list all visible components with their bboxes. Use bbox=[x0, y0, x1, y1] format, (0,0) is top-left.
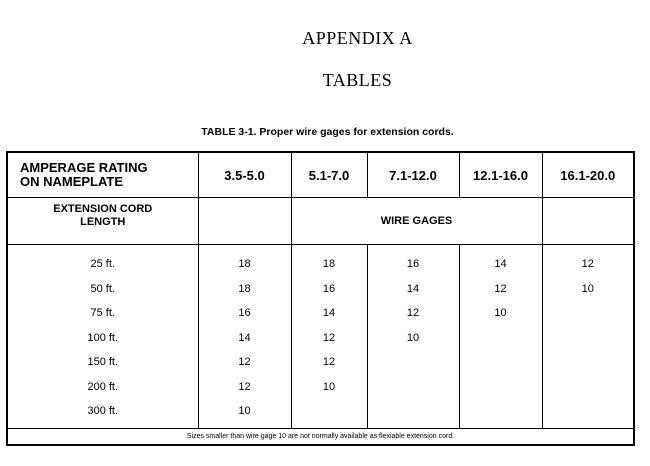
wire-gage-cell: 10 bbox=[542, 277, 634, 302]
amperage-header-row bbox=[7, 152, 634, 198]
table-row bbox=[7, 301, 634, 326]
table-row bbox=[7, 326, 634, 351]
wire-gage-cell bbox=[291, 399, 367, 428]
amperage-range-2: 5.1-7.0 bbox=[291, 152, 367, 198]
wire-gage-cell: 14 bbox=[459, 245, 542, 277]
wire-gage-cell bbox=[367, 350, 459, 375]
amperage-rating-label bbox=[7, 152, 198, 198]
wire-gage-cell: 18 bbox=[198, 277, 291, 302]
amperage-label-line1: AMPERAGE RATING bbox=[20, 160, 148, 175]
cord-length-cell: 300 ft. bbox=[7, 399, 198, 428]
wire-gage-cell: 12 bbox=[367, 301, 459, 326]
amperage-range-5: 16.1-20.0 bbox=[542, 152, 634, 198]
footnote-row bbox=[7, 428, 634, 445]
footnote: Sizes smaller than wire gage 10 are not normally available as flexiable extension cord. bbox=[7, 428, 634, 445]
wire-gage-cell: 10 bbox=[198, 399, 291, 428]
wire-gage-cell: 18 bbox=[291, 245, 367, 277]
wire-gage-cell: 12 bbox=[459, 277, 542, 302]
empty-header-cell bbox=[542, 198, 634, 245]
table-row bbox=[7, 245, 634, 277]
table-row bbox=[7, 399, 634, 428]
cord-length-cell: 100 ft. bbox=[7, 326, 198, 351]
length-label-line2: LENGTH bbox=[80, 216, 126, 228]
cord-length-cell: 25 ft. bbox=[7, 245, 198, 277]
table-row bbox=[7, 350, 634, 375]
wire-gage-cell: 12 bbox=[198, 375, 291, 400]
wire-gage-cell bbox=[459, 375, 542, 400]
wire-gage-cell: 14 bbox=[198, 326, 291, 351]
table-row bbox=[7, 375, 634, 400]
cord-length-cell: 75 ft. bbox=[7, 301, 198, 326]
extension-cord-length-label bbox=[7, 198, 198, 245]
wire-gage-cell: 10 bbox=[291, 375, 367, 400]
wire-gage-table bbox=[6, 151, 635, 446]
table-caption: TABLE 3-1. Proper wire gages for extension cords. bbox=[201, 126, 454, 138]
wire-gage-cell bbox=[459, 399, 542, 428]
wire-gage-cell bbox=[542, 326, 634, 351]
wire-gage-cell: 12 bbox=[198, 350, 291, 375]
wire-gage-cell: 12 bbox=[291, 326, 367, 351]
wire-gage-cell: 16 bbox=[198, 301, 291, 326]
wire-gage-cell bbox=[367, 399, 459, 428]
wire-gage-cell bbox=[542, 301, 634, 326]
wire-gage-cell: 10 bbox=[459, 301, 542, 326]
wire-gage-cell: 14 bbox=[291, 301, 367, 326]
wire-gage-cell: 16 bbox=[367, 245, 459, 277]
wire-gage-cell bbox=[542, 375, 634, 400]
length-header-row bbox=[7, 198, 634, 245]
wire-gage-cell: 18 bbox=[198, 245, 291, 277]
cord-length-cell: 150 ft. bbox=[7, 350, 198, 375]
amperage-label-line2: ON NAMEPLATE bbox=[20, 174, 124, 189]
wire-gage-cell bbox=[542, 399, 634, 428]
wire-gage-cell bbox=[459, 326, 542, 351]
wire-gage-cell bbox=[542, 350, 634, 375]
wire-gage-cell bbox=[367, 375, 459, 400]
empty-header-cell bbox=[198, 198, 291, 245]
section-title: TABLES bbox=[322, 70, 393, 90]
amperage-range-4: 12.1-16.0 bbox=[459, 152, 542, 198]
table-row bbox=[7, 277, 634, 302]
wire-gage-cell: 12 bbox=[291, 350, 367, 375]
cord-length-cell: 50 ft. bbox=[7, 277, 198, 302]
amperage-range-3: 7.1-12.0 bbox=[367, 152, 459, 198]
wire-gage-cell: 12 bbox=[542, 245, 634, 277]
wire-gage-cell: 14 bbox=[367, 277, 459, 302]
wire-gages-label: WIRE GAGES bbox=[291, 198, 542, 245]
appendix-title: APPENDIX A bbox=[302, 28, 413, 48]
length-label-line1: EXTENSION CORD bbox=[53, 203, 153, 215]
cord-length-cell: 200 ft. bbox=[7, 375, 198, 400]
wire-gage-cell bbox=[459, 350, 542, 375]
table-body bbox=[7, 245, 634, 429]
amperage-range-1: 3.5-5.0 bbox=[198, 152, 291, 198]
wire-gage-cell: 10 bbox=[367, 326, 459, 351]
wire-gage-cell: 16 bbox=[291, 277, 367, 302]
